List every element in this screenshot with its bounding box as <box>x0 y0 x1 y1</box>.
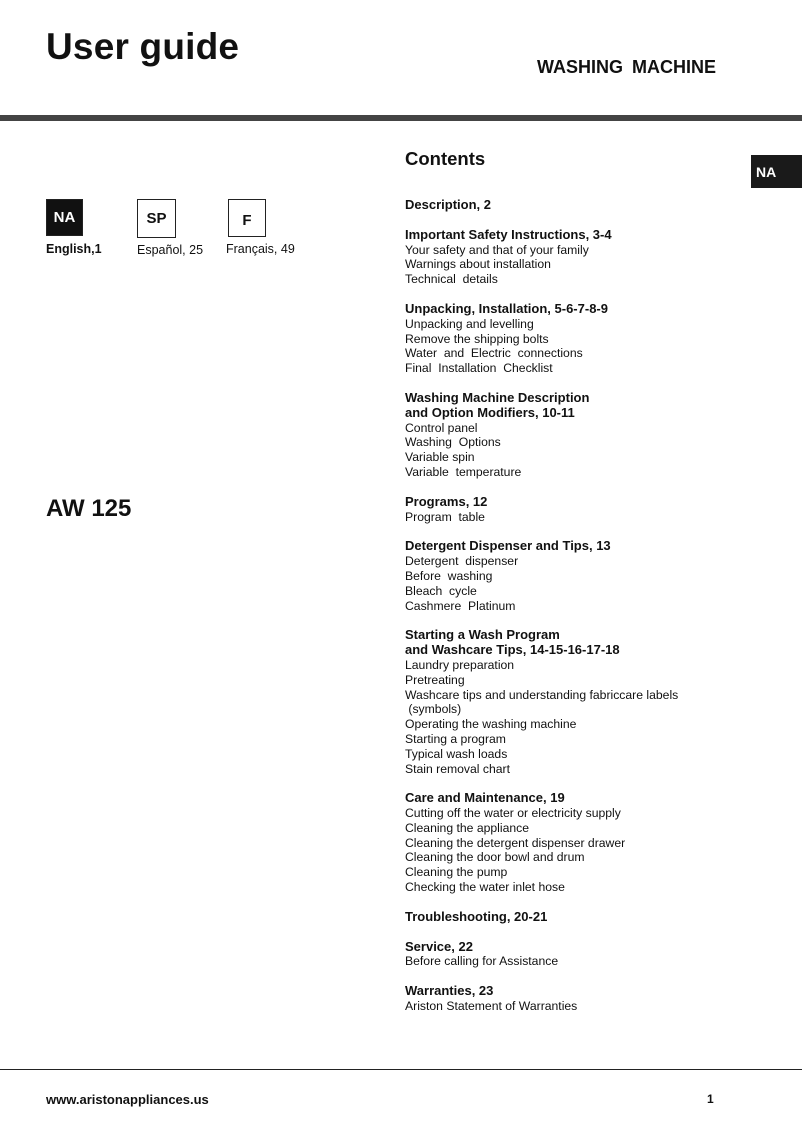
section-item: Cutting off the water or electricity supply <box>405 806 621 821</box>
contents-section <box>405 910 745 925</box>
section-item: Cleaning the appliance <box>405 820 529 835</box>
language-code-box: NA <box>46 199 83 236</box>
section-item: Variable temperature <box>405 464 522 479</box>
section-item: Cleaning the detergent dispenser drawer <box>405 835 626 850</box>
contents-section <box>405 984 745 1014</box>
table-of-contents <box>405 148 745 1029</box>
section-item: Cleaning the door bowl and drum <box>405 850 585 865</box>
language-option-sp[interactable] <box>137 199 203 257</box>
language-code-box: F <box>228 199 266 237</box>
section-item: Bleach cycle <box>405 583 477 598</box>
section-item: Final Installation Checklist <box>405 361 553 376</box>
section-item: Before washing <box>405 568 493 583</box>
section-item: Starting a program <box>405 731 506 746</box>
contents-section <box>405 539 745 613</box>
footer-website-link[interactable]: www.aristonappliances.us <box>46 1092 209 1107</box>
section-item: (symbols) <box>405 702 462 717</box>
section-item: Water and Electric connections <box>405 346 583 361</box>
section-heading: Starting a Wash Program <box>405 627 560 643</box>
model-number: AW 125 <box>46 495 132 522</box>
contents-section <box>405 940 745 970</box>
section-item: Cleaning the pump <box>405 865 508 880</box>
section-item: Variable spin <box>405 450 475 465</box>
language-label: Español, 25 <box>137 243 204 257</box>
section-item: Washcare tips and understanding fabriccare labels <box>405 687 679 702</box>
section-item: Operating the washing machine <box>405 717 577 732</box>
section-heading: and Option Modifiers, 10-11 <box>405 404 575 420</box>
header-divider <box>0 115 802 121</box>
contents-section <box>405 198 745 213</box>
section-item: Warnings about installation <box>405 257 551 272</box>
footer-divider <box>0 1069 802 1070</box>
section-heading: and Washcare Tips, 14-15-16-17-18 <box>405 642 620 658</box>
section-heading: Washing Machine Description <box>405 389 590 405</box>
section-item: Unpacking and levelling <box>405 316 534 331</box>
section-item: Control panel <box>405 420 478 435</box>
section-item: Before calling for Assistance <box>405 954 559 969</box>
section-item: Typical wash loads <box>405 746 508 761</box>
section-item: Cashmere Platinum <box>405 598 516 613</box>
section-heading: Troubleshooting, 20-21 <box>405 908 548 924</box>
section-item: Technical details <box>405 272 498 287</box>
section-heading: Detergent Dispenser and Tips, 13 <box>405 538 611 554</box>
section-item: Ariston Statement of Warranties <box>405 999 578 1014</box>
section-heading: Warranties, 23 <box>405 983 494 999</box>
product-type: WASHING MACHINE <box>537 57 716 77</box>
section-heading: Unpacking, Installation, 5-6-7-8-9 <box>405 300 608 316</box>
language-tab-marker: NA <box>751 155 802 188</box>
language-label: English,1 <box>46 242 102 256</box>
section-item: Pretreating <box>405 672 465 687</box>
language-option-na[interactable] <box>46 199 102 256</box>
contents-title: Contents <box>405 148 486 169</box>
section-item: Checking the water inlet hose <box>405 880 565 895</box>
section-item: Remove the shipping bolts <box>405 331 549 346</box>
section-item: Program table <box>405 509 485 524</box>
section-heading: Service, 22 <box>405 938 473 954</box>
language-label: Français, 49 <box>226 242 295 256</box>
language-code-box: SP <box>137 199 176 238</box>
section-item: Washing Options <box>405 435 501 450</box>
section-heading: Care and Maintenance, 19 <box>405 790 565 806</box>
contents-section <box>405 495 745 525</box>
section-heading: Programs, 12 <box>405 493 488 509</box>
page-title: User guide <box>46 26 240 67</box>
language-option-f[interactable] <box>228 199 295 256</box>
section-item: Stain removal chart <box>405 761 510 776</box>
contents-sections <box>405 198 745 1014</box>
page-number: 1 <box>707 1092 714 1106</box>
contents-section <box>405 228 745 287</box>
contents-section <box>405 628 745 776</box>
contents-section <box>405 391 745 480</box>
section-item: Laundry preparation <box>405 657 515 672</box>
contents-section <box>405 302 745 376</box>
contents-section <box>405 791 745 895</box>
section-item: Your safety and that of your family <box>405 242 589 257</box>
section-heading: Description, 2 <box>405 197 491 212</box>
section-item: Detergent dispenser <box>405 554 519 569</box>
section-heading: Important Safety Instructions, 3-4 <box>405 226 612 242</box>
